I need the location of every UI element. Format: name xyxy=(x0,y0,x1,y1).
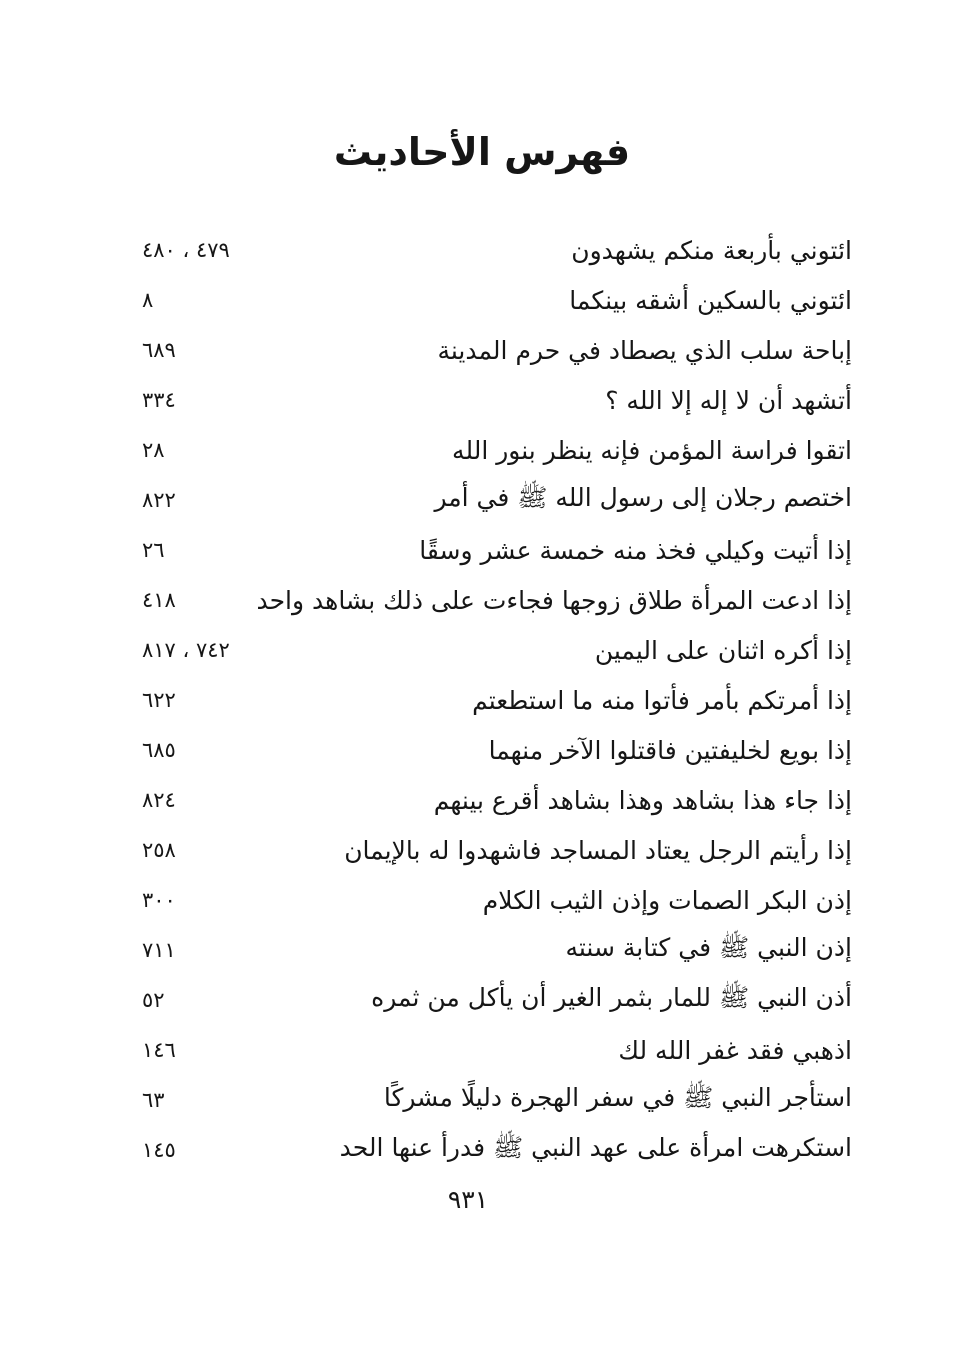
page-number-ref: ٨ xyxy=(142,288,154,312)
index-entry xyxy=(140,575,852,625)
index-entry xyxy=(140,1125,852,1175)
hadith-text: إذا أتيت وكيلي فخذ منه خمسة عشر وسقًا xyxy=(419,535,852,565)
hadith-text: اتقوا فراسة المؤمن فإنه ينظر بنور الله xyxy=(452,435,852,465)
index-entry xyxy=(140,525,852,575)
page-title: فهرس الأحاديث xyxy=(333,130,631,174)
hadith-text: اختصم رجلان إلى رسول الله ﷺ في أمر xyxy=(434,482,852,512)
hadith-text: إذن البكر الصمات وإذن الثيب الكلام xyxy=(482,885,852,915)
page-number-ref: ٦٨٩ xyxy=(142,338,176,362)
hadith-text: إذا جاء هذا بشاهد وهذا بشاهد أقرع بينهم xyxy=(433,785,852,815)
index-entry xyxy=(140,225,852,275)
page-number-ref: ٦٨٥ xyxy=(142,738,176,762)
page-number-ref: ١٤٥ xyxy=(142,1138,176,1162)
page-number-ref: ٤٧٩ ، ٤٨٠ xyxy=(142,238,230,262)
index-entry xyxy=(140,775,852,825)
index-entry xyxy=(140,875,852,925)
index-entry xyxy=(140,425,852,475)
hadith-text: إذا أمرتكم بأمر فأتوا منه ما استطعتم xyxy=(472,685,852,715)
page-number-ref: ٥٢ xyxy=(142,988,165,1012)
index-entry xyxy=(140,1075,852,1125)
hadith-text: أذن النبي ﷺ للمار بثمر الغير أن يأكل من ثمره xyxy=(371,982,852,1012)
index-entry xyxy=(140,625,852,675)
page-number-ref: ٢٦ xyxy=(142,538,165,562)
hadith-text: إذا بويع لخليفتين فاقتلوا الآخر منهما xyxy=(488,735,852,765)
hadith-text: إذا رأيتم الرجل يعتاد المساجد فاشهدوا له بالإيمان xyxy=(344,835,852,865)
hadith-text: اذهبي فقد غفر الله لك xyxy=(618,1035,852,1065)
page-number-ref: ٤١٨ xyxy=(142,588,176,612)
index-entry xyxy=(140,275,852,325)
hadith-text: إذا أكره اثنان على اليمين xyxy=(594,635,852,665)
hadith-index-list xyxy=(140,225,852,1175)
index-entry xyxy=(140,375,852,425)
page-number-ref: ٦٣ xyxy=(142,1088,165,1112)
hadith-text: إباحة سلب الذي يصطاد في حرم المدينة xyxy=(437,335,852,365)
index-entry xyxy=(140,675,852,725)
index-entry xyxy=(140,925,852,975)
page-number-ref: ١٤٦ xyxy=(142,1038,176,1062)
page-number-ref: ٢٨ xyxy=(142,438,165,462)
index-entry xyxy=(140,475,852,525)
hadith-text: إذا ادعت المرأة طلاق زوجها فجاءت على ذلك بشاهد واحد xyxy=(256,585,852,615)
hadith-text: إذن النبي ﷺ في كتابة سنته xyxy=(565,932,852,962)
index-entry xyxy=(140,725,852,775)
page-number-ref: ٣٣٤ xyxy=(142,388,176,412)
index-entry xyxy=(140,975,852,1025)
page-number-ref: ٨٢٤ xyxy=(142,788,176,812)
index-entry xyxy=(140,825,852,875)
page-number-ref: ٦٢٢ xyxy=(142,688,176,712)
page-number-ref: ٨٢٢ xyxy=(142,488,176,512)
hadith-text: ائتوني بأربعة منكم يشهدون xyxy=(571,235,852,265)
hadith-text: أتشهد أن لا إله إلا الله ؟ xyxy=(605,385,852,415)
folio-page-number: ٩٣١ xyxy=(447,1185,489,1214)
hadith-text: استكرهت امرأة على عهد النبي ﷺ فدرأ عنها الحد xyxy=(339,1132,852,1162)
index-entry xyxy=(140,1025,852,1075)
index-entry xyxy=(140,325,852,375)
page-number-ref: ٢٥٨ xyxy=(142,838,176,862)
page-number-ref: ٣٠٠ xyxy=(142,888,176,912)
hadith-text: ائتوني بالسكين أشقه بينكما xyxy=(569,285,852,315)
hadith-text: استأجر النبي ﷺ في سفر الهجرة دليلًا مشركًا xyxy=(383,1082,852,1112)
page-number-ref: ٧١١ xyxy=(142,938,176,962)
page-number-ref: ٧٤٢ ، ٨١٧ xyxy=(142,638,230,662)
